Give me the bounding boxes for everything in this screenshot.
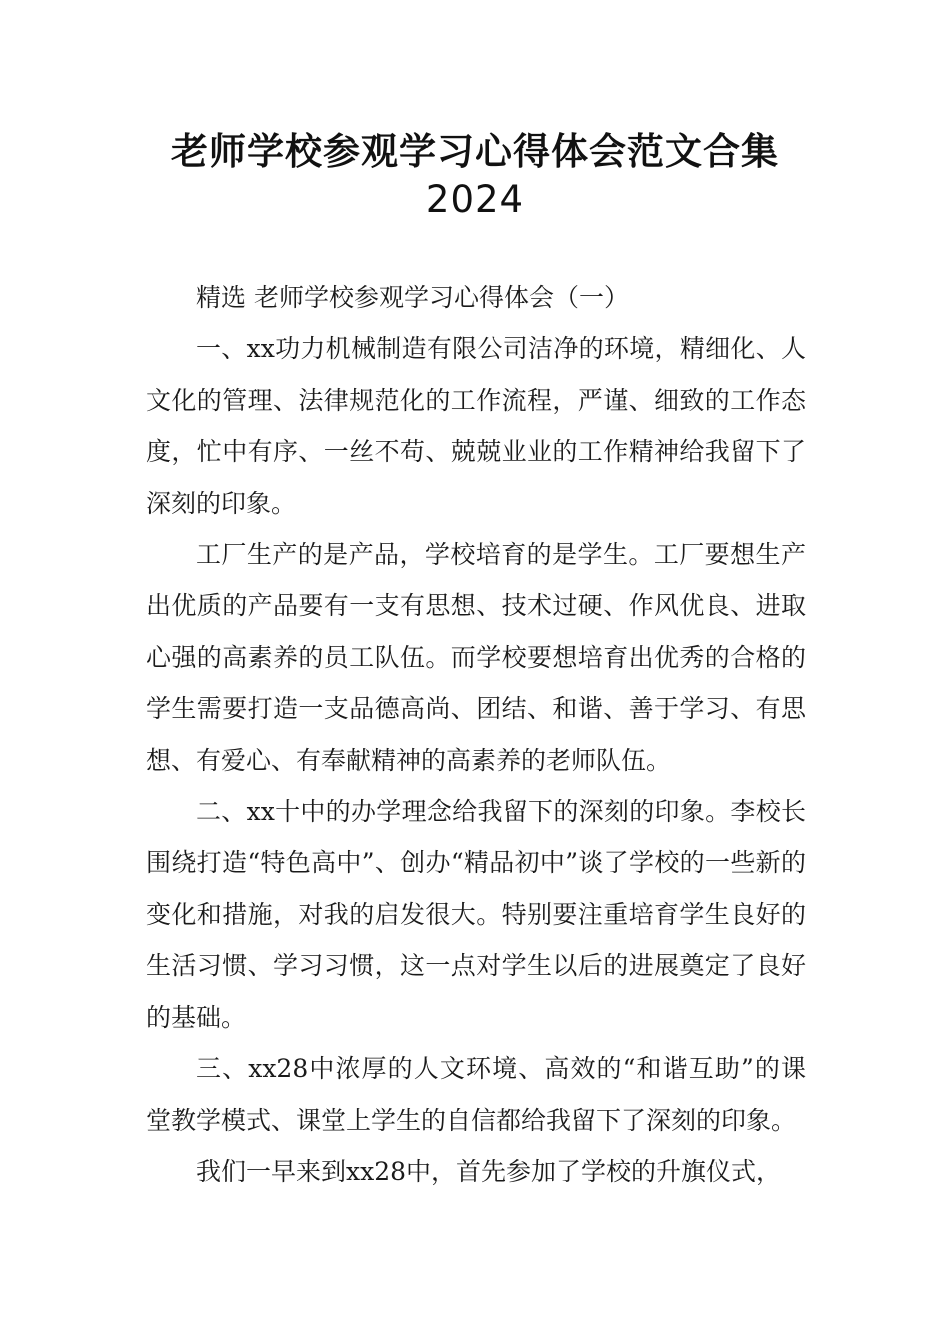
document-title-year: 2024: [425, 178, 525, 221]
paragraph: 二、xx十中的办学理念给我留下的深刻的印象。李校长围绕打造“特色高中”、创办“精品初中”谈了学校的一些新的变化和措施，对我的启发很大。特别要注重培育学生良好的生活习惯、学习习惯，这一点对学生以后的进展奠定了良好的基础。: [146, 797, 806, 1032]
paragraph: 一、xx功力机械制造有限公司洁净的环境，精细化、人文化的管理、法律规范化的工作流程，严谨、细致的工作态度，忙中有序、一丝不苟、兢兢业业的工作精神给我留下了深刻的印象。: [146, 334, 806, 518]
paragraph: 三、xx28中浓厚的人文环境、高效的“和谐互助”的课堂教学模式、课堂上学生的自信都给我留下了深刻的印象。: [146, 1054, 806, 1135]
document-body: [146, 272, 806, 1197]
paragraph: 工厂生产的是产品，学校培育的是学生。工厂要想生产出优质的产品要有一支有思想、技术过硬、作风优良、进取心强的高素养的员工队伍。而学校要想培育出优秀的合格的学生需要打造一支品德高尚、团结、和谐、善于学习、有思想、有爱心、有奉献精神的高素养的老师队伍。: [146, 540, 806, 775]
section-heading: 精选 老师学校参观学习心得体会（一）: [196, 283, 629, 312]
paragraph: 我们一早来到xx28中，首先参加了学校的升旗仪式，: [196, 1156, 782, 1186]
document-title: 老师学校参观学习心得体会范文合集: [171, 130, 779, 173]
